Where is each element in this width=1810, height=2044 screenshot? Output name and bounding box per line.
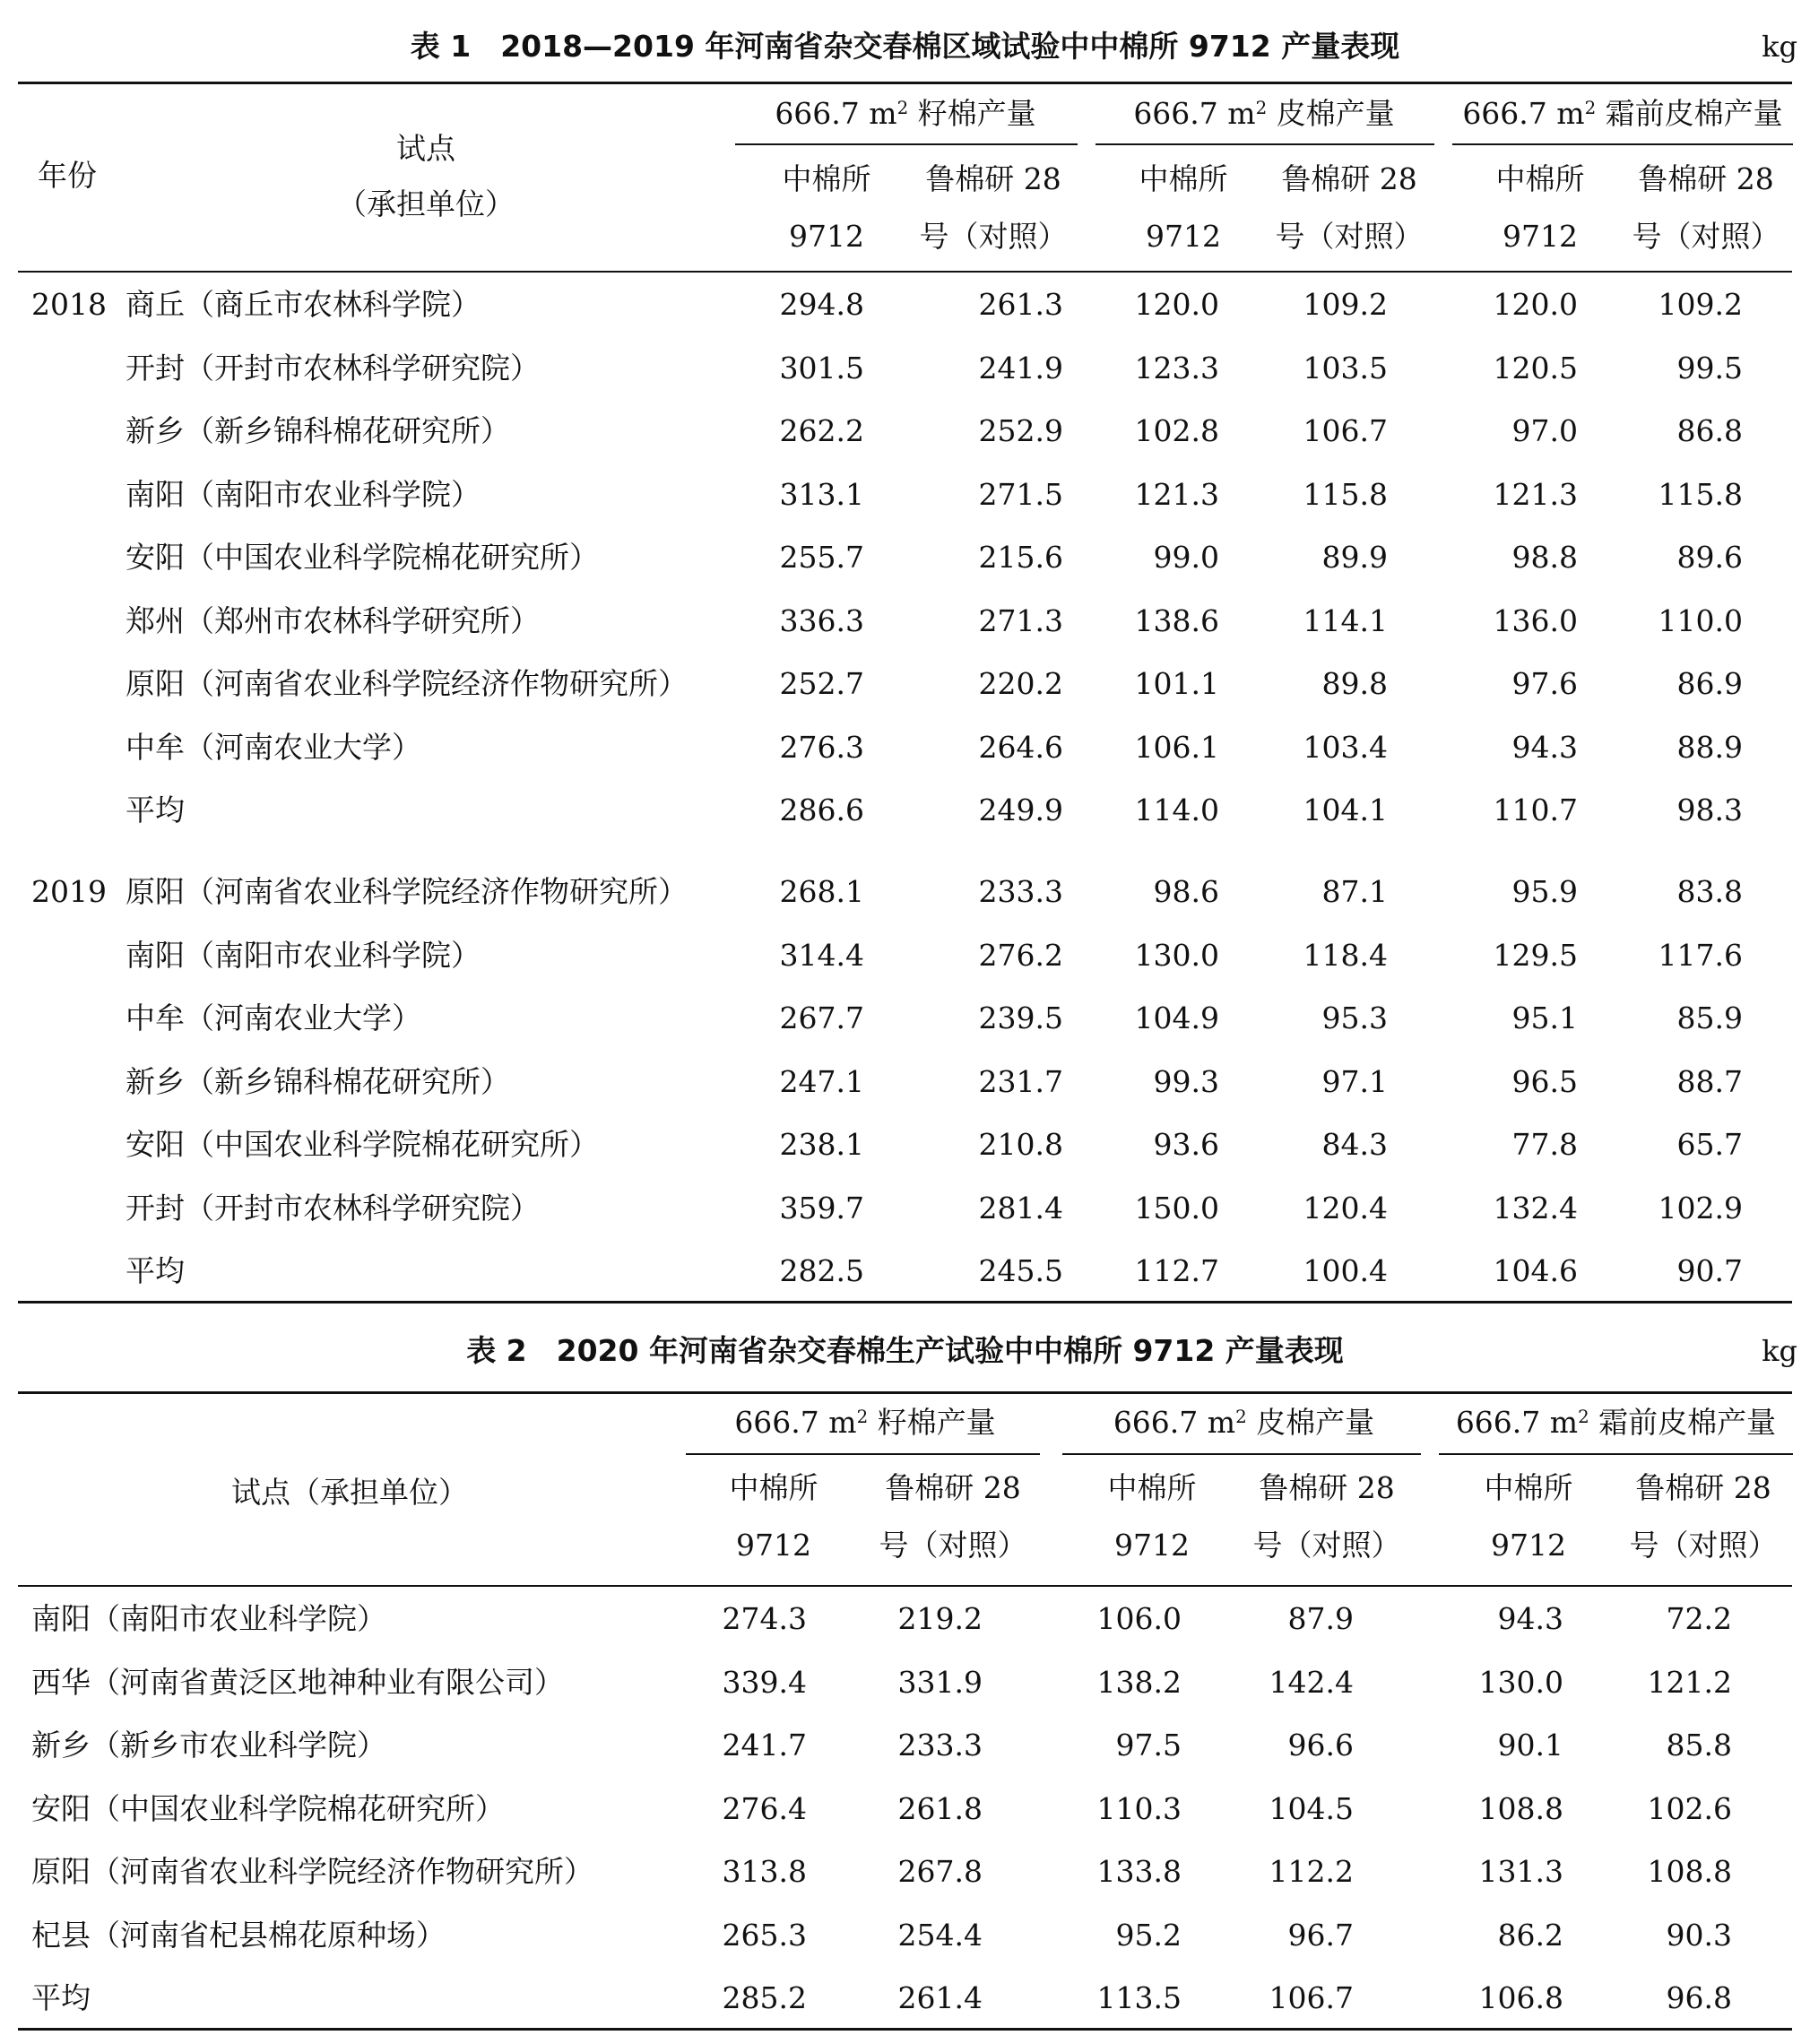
prefrost-lint-lmy28-control-header-line2: 号（对照）: [1632, 219, 1780, 254]
row-value: 104.1: [1303, 792, 1388, 827]
row-value: 261.3: [978, 287, 1063, 322]
row-value: 86.2: [1497, 1917, 1563, 1953]
row-value: 83.8: [1676, 874, 1743, 909]
row-value: 219.2: [897, 1601, 983, 1636]
row-value: 215.6: [978, 540, 1063, 575]
lint-cotton-group-header: 666.7 $m^2$ 皮棉产量: [1113, 1405, 1375, 1440]
row-average-label: 平均: [126, 792, 185, 827]
seed-cotton-group-rule: [735, 143, 1078, 145]
row-site: 南阳（南阳市农业科学院）: [126, 937, 481, 973]
seed-cotton-zms9712-header-line2: 9712: [736, 1528, 811, 1563]
row-value: 114.1: [1303, 602, 1388, 638]
row-site: 原阳（河南省农业科学院经济作物研究所）: [31, 1854, 593, 1889]
row-value: 102.9: [1658, 1190, 1743, 1226]
row-value: 85.8: [1666, 1728, 1732, 1763]
seed-cotton-zms9712-header-line2: 9712: [789, 219, 864, 254]
row-value: 115.8: [1658, 476, 1743, 512]
row-value: 276.3: [779, 729, 864, 765]
row-value: 138.2: [1096, 1664, 1182, 1700]
row-average-label: 平均: [31, 1980, 91, 2015]
table1-year-header: 年份: [38, 158, 97, 193]
row-site: 商丘（商丘市农林科学院）: [126, 287, 481, 322]
row-value: 97.1: [1321, 1063, 1388, 1099]
row-value: 110.3: [1096, 1790, 1182, 1826]
row-value: 102.6: [1647, 1790, 1732, 1826]
row-site: 郑州（郑州市农林科学研究所）: [126, 602, 540, 638]
row-value: 261.4: [897, 1980, 983, 2015]
row-value: 265.3: [722, 1917, 807, 1953]
row-value: 112.2: [1269, 1854, 1354, 1889]
row-site: 新乡（新乡锦科棉花研究所）: [126, 1063, 510, 1099]
row-value: 123.3: [1134, 350, 1219, 385]
row-value: 95.9: [1511, 874, 1578, 909]
row-value: 77.8: [1511, 1127, 1578, 1162]
row-value: 87.9: [1287, 1601, 1354, 1636]
lint-cotton-lmy28-control-header-line1: 鲁棉研 28: [1281, 161, 1417, 196]
row-site: 开封（开封市农林科学研究院）: [126, 1190, 540, 1226]
row-site: 中牟（河南农业大学）: [126, 729, 421, 765]
row-value: 268.1: [779, 874, 864, 909]
row-value: 87.1: [1321, 874, 1388, 909]
row-value: 90.7: [1676, 1253, 1743, 1288]
row-value: 241.9: [978, 350, 1063, 385]
row-value: 120.0: [1493, 287, 1578, 322]
row-value: 313.1: [779, 476, 864, 512]
row-value: 136.0: [1493, 602, 1578, 638]
prefrost-lint-group-rule: [1439, 1453, 1793, 1455]
row-value: 313.8: [722, 1854, 807, 1889]
row-value: 233.3: [978, 874, 1063, 909]
seed-cotton-lmy28-control-header-line1: 鲁棉研 28: [885, 1470, 1021, 1505]
row-value: 106.8: [1478, 1980, 1563, 2015]
row-value: 72.2: [1666, 1601, 1732, 1636]
row-value: 220.2: [978, 666, 1063, 701]
table2-site-header: 试点（承担单位）: [231, 1475, 468, 1510]
row-value: 65.7: [1676, 1127, 1743, 1162]
prefrost-lint-zms9712-header-line2: 9712: [1503, 219, 1578, 254]
prefrost-lint-zms9712-header-line2: 9712: [1491, 1528, 1566, 1563]
row-value: 120.4: [1303, 1190, 1388, 1226]
row-value: 249.9: [978, 792, 1063, 827]
seed-cotton-group-rule: [686, 1453, 1040, 1455]
row-site: 西华（河南省黄泛区地神种业有限公司）: [31, 1664, 564, 1700]
row-value: 94.3: [1511, 729, 1578, 765]
row-value: 98.3: [1676, 792, 1743, 827]
row-value: 106.0: [1096, 1601, 1182, 1636]
row-value: 100.4: [1303, 1253, 1388, 1288]
row-value: 245.5: [978, 1253, 1063, 1288]
row-value: 276.2: [978, 937, 1063, 973]
row-value: 359.7: [779, 1190, 864, 1226]
prefrost-lint-group-rule: [1452, 143, 1793, 145]
row-value: 94.3: [1497, 1601, 1563, 1636]
row-value: 110.7: [1493, 792, 1578, 827]
row-value: 120.0: [1134, 287, 1219, 322]
row-value: 262.2: [779, 413, 864, 448]
row-value: 233.3: [897, 1728, 983, 1763]
table2-top-rule: [18, 1391, 1792, 1394]
row-value: 331.9: [897, 1664, 983, 1700]
row-value: 84.3: [1321, 1127, 1388, 1162]
row-value: 96.7: [1287, 1917, 1354, 1953]
row-value: 89.8: [1321, 666, 1388, 701]
lint-cotton-group-rule: [1062, 1453, 1421, 1455]
prefrost-lint-lmy28-control-header-line1: 鲁棉研 28: [1635, 1470, 1771, 1505]
row-value: 294.8: [779, 287, 864, 322]
row-value: 88.7: [1676, 1063, 1743, 1099]
prefrost-lint-zms9712-header-line1: 中棉所: [1495, 161, 1585, 196]
row-value: 103.4: [1303, 729, 1388, 765]
row-value: 118.4: [1303, 937, 1388, 973]
row-site: 安阳（中国农业科学院棉花研究所）: [126, 1127, 599, 1162]
row-average-label: 平均: [126, 1253, 185, 1288]
row-value: 276.4: [722, 1790, 807, 1826]
table2-unit: kg: [1762, 1334, 1797, 1368]
row-value: 252.7: [779, 666, 864, 701]
seed-cotton-group-header: 666.7 $m^2$ 籽棉产量: [734, 1405, 996, 1440]
seed-cotton-lmy28-control-header-line2: 号（对照）: [879, 1528, 1027, 1563]
row-value: 336.3: [779, 602, 864, 638]
row-value: 271.5: [978, 476, 1063, 512]
row-value: 104.9: [1134, 1000, 1219, 1035]
row-value: 261.8: [897, 1790, 983, 1826]
row-value: 314.4: [779, 937, 864, 973]
row-site: 原阳（河南省农业科学院经济作物研究所）: [126, 874, 688, 909]
row-value: 247.1: [779, 1063, 864, 1099]
row-value: 96.8: [1666, 1980, 1732, 2015]
row-value: 93.6: [1153, 1127, 1219, 1162]
row-value: 285.2: [722, 1980, 807, 2015]
row-value: 150.0: [1134, 1190, 1219, 1226]
lint-cotton-lmy28-control-header-line2: 号（对照）: [1252, 1528, 1401, 1563]
row-value: 86.8: [1676, 413, 1743, 448]
row-value: 255.7: [779, 540, 864, 575]
row-site: 新乡（新乡锦科棉花研究所）: [126, 413, 510, 448]
row-site: 安阳（中国农业科学院棉花研究所）: [126, 540, 599, 575]
row-value: 239.5: [978, 1000, 1063, 1035]
row-value: 95.1: [1511, 1000, 1578, 1035]
row-value: 97.0: [1511, 413, 1578, 448]
row-value: 114.0: [1134, 792, 1219, 827]
row-year: 2019: [31, 874, 107, 909]
lint-cotton-zms9712-header-line2: 9712: [1146, 219, 1221, 254]
row-value: 95.3: [1321, 1000, 1388, 1035]
table1-site-header-line2: （承担单位）: [337, 186, 515, 221]
row-site: 开封（开封市农林科学研究院）: [126, 350, 540, 385]
row-value: 267.7: [779, 1000, 864, 1035]
row-value: 90.1: [1497, 1728, 1563, 1763]
row-value: 104.6: [1493, 1253, 1578, 1288]
row-value: 113.5: [1096, 1980, 1182, 2015]
row-year: 2018: [31, 287, 107, 322]
row-value: 130.0: [1478, 1664, 1563, 1700]
row-value: 339.4: [722, 1664, 807, 1700]
row-value: 120.5: [1493, 350, 1578, 385]
prefrost-lint-group-header: 666.7 $m^2$ 霜前皮棉产量: [1462, 96, 1783, 131]
row-value: 115.8: [1303, 476, 1388, 512]
row-value: 106.1: [1134, 729, 1219, 765]
row-value: 142.4: [1269, 1664, 1354, 1700]
row-value: 138.6: [1134, 602, 1219, 638]
row-value: 109.2: [1658, 287, 1743, 322]
row-value: 103.5: [1303, 350, 1388, 385]
prefrost-lint-zms9712-header-line1: 中棉所: [1484, 1470, 1573, 1505]
seed-cotton-lmy28-control-header-line2: 号（对照）: [919, 219, 1068, 254]
row-site: 安阳（中国农业科学院棉花研究所）: [31, 1790, 505, 1826]
lint-cotton-group-rule: [1096, 143, 1434, 145]
seed-cotton-lmy28-control-header-line1: 鲁棉研 28: [925, 161, 1061, 196]
row-value: 282.5: [779, 1253, 864, 1288]
row-value: 99.0: [1153, 540, 1219, 575]
row-value: 121.3: [1134, 476, 1219, 512]
lint-cotton-zms9712-header-line1: 中棉所: [1139, 161, 1228, 196]
lint-cotton-lmy28-control-header-line1: 鲁棉研 28: [1259, 1470, 1395, 1505]
row-site: 南阳（南阳市农业科学院）: [31, 1601, 386, 1636]
prefrost-lint-group-header: 666.7 $m^2$ 霜前皮棉产量: [1455, 1405, 1777, 1440]
row-value: 131.3: [1478, 1854, 1563, 1889]
seed-cotton-group-header: 666.7 $m^2$ 籽棉产量: [775, 96, 1036, 131]
row-value: 106.7: [1303, 413, 1388, 448]
row-value: 133.8: [1096, 1854, 1182, 1889]
table1-site-header-line1: 试点: [396, 131, 455, 166]
row-value: 97.5: [1115, 1728, 1182, 1763]
row-value: 301.5: [779, 350, 864, 385]
row-value: 89.9: [1321, 540, 1388, 575]
row-value: 210.8: [978, 1127, 1063, 1162]
row-value: 99.5: [1676, 350, 1743, 385]
table2-title: 表 2 2020 年河南省杂交春棉生产试验中中棉所 9712 产量表现: [466, 1333, 1344, 1368]
row-value: 129.5: [1493, 937, 1578, 973]
row-value: 130.0: [1134, 937, 1219, 973]
row-value: 106.7: [1269, 1980, 1354, 2015]
row-value: 264.6: [978, 729, 1063, 765]
row-value: 95.2: [1115, 1917, 1182, 1953]
row-value: 98.6: [1153, 874, 1219, 909]
row-value: 96.5: [1511, 1063, 1578, 1099]
row-value: 252.9: [978, 413, 1063, 448]
row-value: 121.2: [1647, 1664, 1732, 1700]
table1-bottom-rule: [18, 1301, 1792, 1303]
table1-title: 表 1 2018—2019 年河南省杂交春棉区域试验中中棉所 9712 产量表现: [410, 29, 1400, 64]
row-value: 267.8: [897, 1854, 983, 1889]
lint-cotton-lmy28-control-header-line2: 号（对照）: [1275, 219, 1424, 254]
row-value: 241.7: [722, 1728, 807, 1763]
row-value: 109.2: [1303, 287, 1388, 322]
table2-bottom-rule: [18, 2028, 1792, 2031]
row-value: 108.8: [1478, 1790, 1563, 1826]
lint-cotton-group-header: 666.7 $m^2$ 皮棉产量: [1133, 96, 1395, 131]
row-value: 231.7: [978, 1063, 1063, 1099]
seed-cotton-zms9712-header-line1: 中棉所: [729, 1470, 818, 1505]
row-value: 88.9: [1676, 729, 1743, 765]
lint-cotton-zms9712-header-line1: 中棉所: [1107, 1470, 1197, 1505]
row-value: 98.8: [1511, 540, 1578, 575]
prefrost-lint-lmy28-control-header-line2: 号（对照）: [1629, 1528, 1778, 1563]
row-value: 101.1: [1134, 666, 1219, 701]
row-value: 121.3: [1493, 476, 1578, 512]
seed-cotton-zms9712-header-line1: 中棉所: [782, 161, 871, 196]
prefrost-lint-lmy28-control-header-line1: 鲁棉研 28: [1638, 161, 1774, 196]
row-value: 110.0: [1658, 602, 1743, 638]
row-value: 85.9: [1676, 1000, 1743, 1035]
lint-cotton-zms9712-header-line2: 9712: [1114, 1528, 1190, 1563]
row-value: 254.4: [897, 1917, 983, 1953]
row-value: 117.6: [1658, 937, 1743, 973]
row-value: 86.9: [1676, 666, 1743, 701]
row-value: 102.8: [1134, 413, 1219, 448]
row-site: 中牟（河南农业大学）: [126, 1000, 421, 1035]
row-value: 89.6: [1676, 540, 1743, 575]
row-value: 281.4: [978, 1190, 1063, 1226]
row-value: 112.7: [1134, 1253, 1219, 1288]
row-value: 90.3: [1666, 1917, 1732, 1953]
row-site: 原阳（河南省农业科学院经济作物研究所）: [126, 666, 688, 701]
row-value: 274.3: [722, 1601, 807, 1636]
table1-header-rule: [18, 271, 1792, 273]
row-value: 97.6: [1511, 666, 1578, 701]
row-value: 238.1: [779, 1127, 864, 1162]
table1-unit: kg: [1762, 30, 1797, 64]
row-value: 96.6: [1287, 1728, 1354, 1763]
row-value: 104.5: [1269, 1790, 1354, 1826]
row-site: 新乡（新乡市农业科学院）: [31, 1728, 386, 1763]
row-value: 286.6: [779, 792, 864, 827]
row-value: 271.3: [978, 602, 1063, 638]
row-site: 杞县（河南省杞县棉花原种场）: [31, 1917, 446, 1953]
row-site: 南阳（南阳市农业科学院）: [126, 476, 481, 512]
row-value: 99.3: [1153, 1063, 1219, 1099]
table1-top-rule: [18, 82, 1792, 84]
row-value: 108.8: [1647, 1854, 1732, 1889]
row-value: 132.4: [1493, 1190, 1578, 1226]
table2-header-rule: [18, 1585, 1792, 1587]
